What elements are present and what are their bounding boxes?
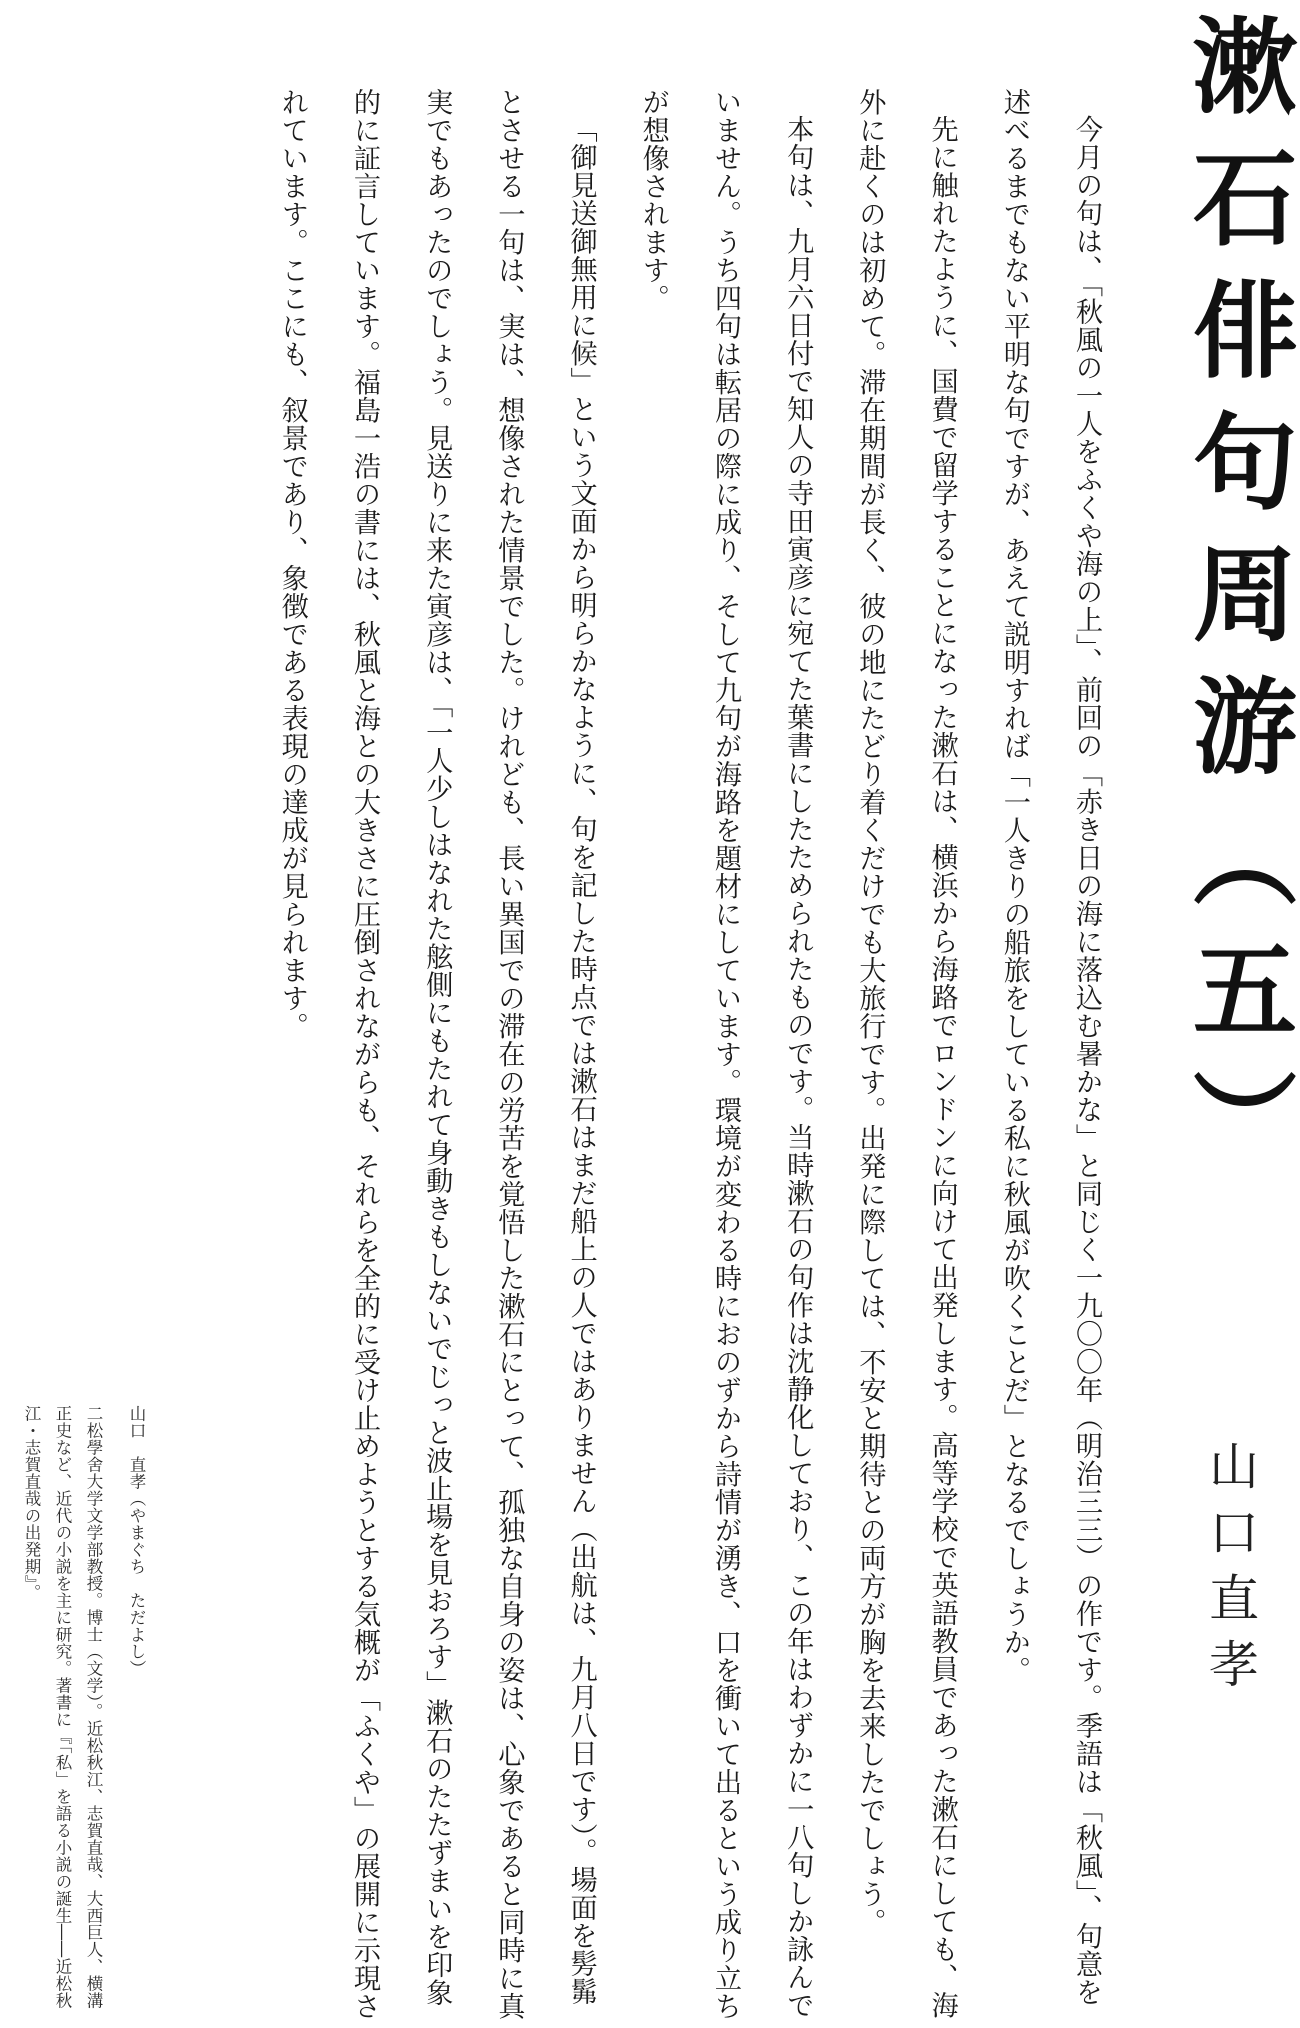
article-title: 漱石俳句周游（五）: [1175, 12, 1298, 1200]
bio-description: 二松學舍大学文学部教授。博士（文学）。近松秋江、志賀直哉、大西巨人、横溝正史など、近代の小説を主に研究。著書に『「私」を語る小説の誕生――近松秋江・志賀直哉の出発期』。: [22, 1405, 103, 2009]
bio-name: 山口 直孝（やまぐち ただよし）: [127, 1405, 146, 1677]
body-paragraph: 先に触れたように、国費で留学することになった漱石は、横浜から海路でロンドンに向けて出発します。高等学校で英語教員であった漱石にしても、海外に赴くのは初めて。滞在期間が長く、彼の地にたどり着くだけでも大旅行です。出発に際しては、不安と期待との両方が胸を去来したでしょう。: [854, 88, 958, 2020]
body-paragraph: 今月の句は、「秋風の一人をふくや海の上」、前回の「赤き日の海に落込む暑かな」と同じく一九〇〇年（明治三三）の作です。季語は「秋風」、句意を述べるまでもない平明な句ですが、あえて説明すれば「一人きりの船旅をしている私に秋風が吹くことだ」となるでしょうか。: [998, 88, 1102, 2007]
body-paragraph: 「御見送御無用に候」という文面から明らかなように、句を記した時点では漱石はまだ船上の人ではありません（出航は、九月八日です）。場面を髣髴とさせる一句は、実は、想像された情景でした。けれども、長い異国での滞在の労苦を覚悟した漱石にとって、孤独な自身の姿は、心象であると同時に真実でもあったのでしょう。見送りに来た寅彦は、「一人少しはなれた舷側にもたれて身動きもしないでじっと波止場を見おろす」漱石のたたずまいを印象的に証言しています。福島一浩の書には、秋風と海との大きさに圧倒されながらも、それらを全的に受け止めようとする気概が「ふくや」の展開に示現されています。ここにも、叙景であり、象徴である表現の達成が見られます。: [276, 88, 597, 2020]
author-bio: [2, 1405, 152, 2025]
body-paragraph: 本句は、九月六日付で知人の寺田寅彦に宛てた葉書にしたためられたものです。当時漱石の句作は沈静化しており、この年はわずかに一八句しか詠んでいません。うち四句は転居の際に成り、そして九句が海路を題材にしています。環境が変わる時におのずから詩情が湧き、口を衝いて出るという成り立ちが想像されます。: [637, 88, 814, 2020]
article-body: [182, 88, 1122, 2028]
author-name: 山口直孝: [1201, 1440, 1259, 1704]
